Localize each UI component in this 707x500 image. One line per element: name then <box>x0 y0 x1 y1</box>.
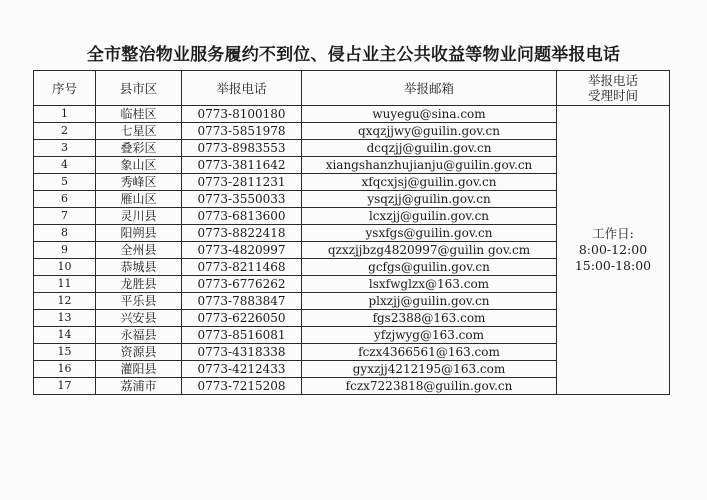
row-county: 灌阳县 <box>96 361 182 378</box>
row-email: plxzjj@guilin.gov.cn <box>302 293 557 310</box>
row-email: ysqzjj@guilin.gov.cn <box>302 191 557 208</box>
row-county: 叠彩区 <box>96 140 182 157</box>
row-phone: 0773-8983553 <box>182 140 302 157</box>
row-email: qzxzjjbzg4820997@guilin gov.cm <box>302 242 557 259</box>
row-index: 6 <box>34 191 96 208</box>
header-phone: 举报电话 <box>182 71 302 106</box>
row-county: 阳朔县 <box>96 225 182 242</box>
row-phone: 0773-7215208 <box>182 378 302 395</box>
header-hours-line1: 举报电话 <box>587 73 638 88</box>
row-county: 秀峰区 <box>96 174 182 191</box>
row-phone: 0773-3811642 <box>182 157 302 174</box>
row-phone: 0773-7883847 <box>182 293 302 310</box>
header-hours-line2: 受理时间 <box>587 88 638 103</box>
row-county: 永福县 <box>96 327 182 344</box>
row-email: qxqzjjwy@guilin.gov.cn <box>302 123 557 140</box>
hotline-table <box>33 70 670 395</box>
row-county: 龙胜县 <box>96 276 182 293</box>
row-email: xiangshanzhujianju@guilin.gov.cn <box>302 157 557 174</box>
row-index: 11 <box>34 276 96 293</box>
row-phone: 0773-8516081 <box>182 327 302 344</box>
row-index: 7 <box>34 208 96 225</box>
header-county: 县市区 <box>96 71 182 106</box>
row-email: fczx7223818@guilin.gov.cn <box>302 378 557 395</box>
row-index: 8 <box>34 225 96 242</box>
row-index: 17 <box>34 378 96 395</box>
row-index: 4 <box>34 157 96 174</box>
row-phone: 0773-5851978 <box>182 123 302 140</box>
row-index: 14 <box>34 327 96 344</box>
hours-afternoon: 15:00-18:00 <box>574 258 652 273</box>
row-email: gyxzjj4212195@163.com <box>302 361 557 378</box>
hours-morning: 8:00-12:00 <box>578 242 648 257</box>
header-index: 序号 <box>34 71 96 106</box>
document-title: 全市整治物业服务履约不到位、侵占业主公共收益等物业问题举报电话 <box>86 45 621 65</box>
row-email: wuyegu@sina.com <box>302 106 557 123</box>
row-index: 9 <box>34 242 96 259</box>
hours-label: 工作日: <box>592 226 634 241</box>
row-county: 象山区 <box>96 157 182 174</box>
row-index: 5 <box>34 174 96 191</box>
row-phone: 0773-3550033 <box>182 191 302 208</box>
row-email: fczx4366561@163.com <box>302 344 557 361</box>
row-phone: 0773-4212433 <box>182 361 302 378</box>
row-county: 荔浦市 <box>96 378 182 395</box>
row-index: 15 <box>34 344 96 361</box>
row-county: 灵川县 <box>96 208 182 225</box>
row-email: lcxzjj@guilin.gov.cn <box>302 208 557 225</box>
row-phone: 0773-6813600 <box>182 208 302 225</box>
table-body <box>34 106 670 395</box>
row-phone: 0773-8822418 <box>182 225 302 242</box>
row-phone: 0773-2811231 <box>182 174 302 191</box>
table-row <box>34 106 670 123</box>
table-header-row <box>34 71 670 106</box>
row-phone: 0773-6226050 <box>182 310 302 327</box>
row-index: 13 <box>34 310 96 327</box>
row-email: xfqcxjsj@guilin.gov.cn <box>302 174 557 191</box>
header-email: 举报邮箱 <box>302 71 557 106</box>
row-email: dcqzjj@guilin.gov.cn <box>302 140 557 157</box>
row-county: 兴安县 <box>96 310 182 327</box>
row-phone: 0773-4318338 <box>182 344 302 361</box>
row-email: fgs2388@163.com <box>302 310 557 327</box>
row-phone: 0773-4820997 <box>182 242 302 259</box>
row-index: 3 <box>34 140 96 157</box>
row-phone: 0773-8211468 <box>182 259 302 276</box>
row-index: 1 <box>34 106 96 123</box>
row-county: 恭城县 <box>96 259 182 276</box>
row-email: lsxfwglzx@163.com <box>302 276 557 293</box>
row-email: yfzjwyg@163.com <box>302 327 557 344</box>
row-email: gcfgs@guilin.gov.cn <box>302 259 557 276</box>
row-county: 七星区 <box>96 123 182 140</box>
row-county: 临桂区 <box>96 106 182 123</box>
header-hours <box>557 71 670 106</box>
row-index: 10 <box>34 259 96 276</box>
row-email: ysxfgs@guilin.gov.cn <box>302 225 557 242</box>
row-phone: 0773-6776262 <box>182 276 302 293</box>
row-phone: 0773-8100180 <box>182 106 302 123</box>
row-index: 16 <box>34 361 96 378</box>
row-index: 12 <box>34 293 96 310</box>
row-county: 资源县 <box>96 344 182 361</box>
row-county: 雁山区 <box>96 191 182 208</box>
row-county: 平乐县 <box>96 293 182 310</box>
row-index: 2 <box>34 123 96 140</box>
row-county: 全州县 <box>96 242 182 259</box>
hours-cell <box>557 106 670 395</box>
